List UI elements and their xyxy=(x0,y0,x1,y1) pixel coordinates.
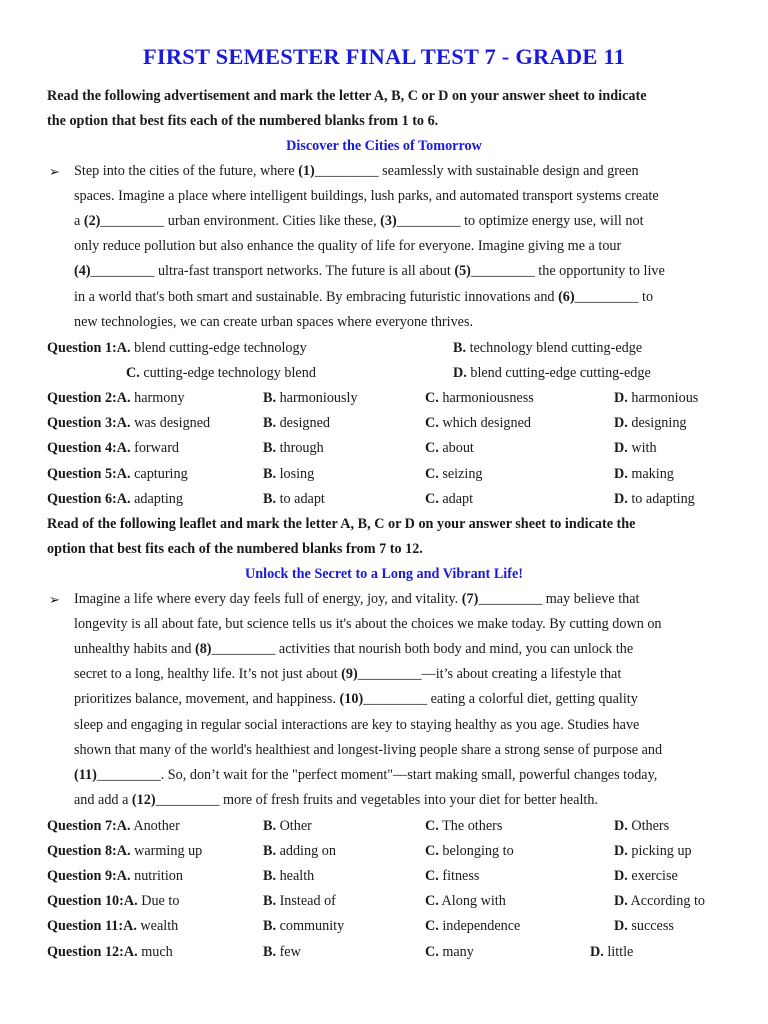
option-c[interactable] xyxy=(425,818,502,835)
option-b[interactable] xyxy=(263,893,336,910)
bullet-arrow-icon: ➢ xyxy=(49,164,60,179)
option-letter: D. xyxy=(590,943,604,960)
option-text: much xyxy=(137,943,173,960)
passage-line xyxy=(74,314,473,331)
option-text: Along with xyxy=(438,893,506,910)
passage-text: _________—it’s about creating a lifestyle that xyxy=(357,666,622,683)
passage-line xyxy=(74,792,598,809)
option-letter: D. xyxy=(614,415,628,432)
question-number: Question 7: xyxy=(47,818,117,834)
passage-text: longevity is all about fate, but science tells us it's about the choices we make today. By cutting down on xyxy=(74,616,662,633)
passage-text: only reduce pollution but also enhance the quality of life for everyone. Imagine giving me a tour xyxy=(74,238,622,255)
option-d[interactable] xyxy=(453,365,651,382)
option-letter: D. xyxy=(614,440,628,457)
section2-instruction-line-1: Read of the following leaflet and mark the letter A, B, C or D on your answer sheet to indicate the xyxy=(47,516,636,532)
option-text: capturing xyxy=(130,465,188,482)
option-c[interactable] xyxy=(425,415,531,432)
passage-line xyxy=(74,188,659,205)
question-number: Question 9: xyxy=(47,868,117,885)
option-text: success xyxy=(627,918,674,935)
question-number: Question 10: xyxy=(47,893,124,910)
option-letter: A. xyxy=(123,918,137,935)
blank-number: (2) xyxy=(83,213,101,230)
option-letter: D. xyxy=(614,390,628,407)
option-letter: C. xyxy=(425,490,439,507)
option-text: warming up xyxy=(130,843,203,860)
section2-instruction-line-2: option that best fits each of the numbered blanks from 7 to 12. xyxy=(47,541,423,557)
passage-text: _________ ultra-fast transport networks. The future is all about xyxy=(90,263,455,280)
option-letter: B. xyxy=(263,943,277,960)
option-letter: B. xyxy=(263,893,277,910)
blank-number: (9) xyxy=(341,666,358,683)
option-text: through xyxy=(276,440,324,457)
option-text: designing xyxy=(627,415,687,432)
question-label-option-a[interactable] xyxy=(47,818,180,835)
option-letter: B. xyxy=(263,440,277,457)
option-c[interactable] xyxy=(425,868,479,885)
passage-text: _________ eating a colorful diet, getting quality xyxy=(363,691,638,708)
option-letter: A. xyxy=(116,340,131,356)
blank-number: (1) xyxy=(298,163,315,179)
question-label-option-a[interactable] xyxy=(47,440,179,457)
blank-number: (5) xyxy=(454,263,471,280)
option-letter: C. xyxy=(425,465,439,482)
question-number: Question 12: xyxy=(47,943,124,960)
option-letter: A. xyxy=(116,818,131,834)
option-letter: A. xyxy=(116,415,131,432)
passage-line xyxy=(74,238,621,255)
option-text: cutting-edge technology blend xyxy=(139,365,316,382)
option-letter: B. xyxy=(263,843,277,860)
option-text: adapting xyxy=(130,490,183,507)
option-d[interactable] xyxy=(614,818,669,835)
option-letter: C. xyxy=(425,918,439,935)
option-b[interactable] xyxy=(263,390,358,407)
option-text: harmoniousness xyxy=(438,390,534,407)
option-text: According to xyxy=(627,893,706,910)
option-letter: A. xyxy=(116,390,131,407)
option-d[interactable] xyxy=(614,868,678,885)
option-text: to adapt xyxy=(276,490,325,507)
option-text: making xyxy=(627,465,674,482)
option-c[interactable] xyxy=(425,440,474,457)
option-c[interactable] xyxy=(425,918,520,935)
option-c[interactable] xyxy=(425,893,506,910)
option-letter: B. xyxy=(263,415,277,432)
option-text: blend cutting-edge technology xyxy=(130,340,307,356)
blank-number: (4) xyxy=(74,263,91,280)
option-letter: D. xyxy=(614,868,628,885)
option-d[interactable] xyxy=(614,466,674,483)
passage-text: _________ may believe that xyxy=(478,591,640,607)
blank-number: (11) xyxy=(74,766,97,783)
passage-text: _________ urban environment. Cities like these, xyxy=(100,213,381,230)
option-text: belonging to xyxy=(438,843,514,860)
blank-number: (8) xyxy=(194,641,212,658)
option-b[interactable] xyxy=(263,415,330,432)
option-d[interactable] xyxy=(614,893,705,910)
option-letter: C. xyxy=(425,943,439,960)
option-letter: C. xyxy=(425,440,439,457)
page-title: FIRST SEMESTER FINAL TEST 7 - GRADE 11 xyxy=(142,44,626,69)
option-letter: A. xyxy=(123,943,138,960)
passage-text: sleep and engaging in regular social interactions are key to staying healthy as you age. Studies have xyxy=(74,716,640,733)
passage-text: spaces. Imagine a place where intelligent buildings, lush parks, and automated transport systems create xyxy=(74,188,659,205)
option-b[interactable] xyxy=(263,944,301,961)
question-number: Question 1: xyxy=(47,340,117,356)
option-letter: B. xyxy=(453,340,467,356)
option-letter: A. xyxy=(116,868,131,885)
passage-line xyxy=(74,717,639,734)
option-text: exercise xyxy=(627,868,678,885)
passage-text: and add a xyxy=(74,791,132,808)
question-number: Question 5: xyxy=(47,465,117,482)
option-text: wealth xyxy=(136,918,179,935)
option-text: harmoniously xyxy=(276,390,358,407)
passage-text: in a world that's both smart and sustainable. By embracing futuristic innovations and xyxy=(74,288,559,305)
option-b[interactable] xyxy=(263,918,344,935)
question-label-option-a[interactable] xyxy=(47,466,188,483)
option-text: independence xyxy=(438,918,521,935)
passage-line xyxy=(74,591,639,608)
question-label-option-a[interactable] xyxy=(47,415,210,432)
option-text: adapt xyxy=(438,490,474,507)
option-text: forward xyxy=(130,440,180,457)
option-letter: A. xyxy=(123,893,138,910)
option-d[interactable] xyxy=(614,491,695,508)
option-d[interactable] xyxy=(614,440,657,457)
option-text: with xyxy=(627,440,657,457)
option-c[interactable] xyxy=(126,365,316,382)
option-letter: D. xyxy=(614,893,628,910)
passage-text: unhealthy habits and xyxy=(74,641,195,658)
option-c[interactable] xyxy=(425,466,483,483)
option-letter: A. xyxy=(116,490,131,507)
option-b[interactable] xyxy=(263,466,314,483)
option-b[interactable] xyxy=(263,491,325,508)
section2-heading: Unlock the Secret to a Long and Vibrant Life! xyxy=(245,566,523,582)
option-b[interactable] xyxy=(263,818,312,835)
passage-line xyxy=(74,691,638,708)
question-label-option-a[interactable] xyxy=(47,918,178,935)
section1-instruction-line-1: Read the following advertisement and mark the letter A, B, C or D on your answer sheet to indicate xyxy=(47,88,647,104)
option-b[interactable] xyxy=(263,843,336,860)
option-text: Instead of xyxy=(276,893,336,910)
question-number: Question 2: xyxy=(47,390,117,407)
option-letter: D. xyxy=(453,365,467,382)
option-text: little xyxy=(603,943,634,960)
option-d[interactable] xyxy=(590,944,633,961)
option-letter: C. xyxy=(425,818,439,834)
option-d[interactable] xyxy=(614,918,674,935)
passage-text: new technologies, we can create urban spaces where everyone thrives. xyxy=(74,313,474,330)
option-letter: B. xyxy=(263,868,277,885)
passage-text: Imagine a life where every day feels full of energy, joy, and vitality. xyxy=(74,591,462,607)
passage-text: a xyxy=(74,213,84,230)
option-b[interactable] xyxy=(263,868,314,885)
passage-line xyxy=(74,213,644,230)
option-letter: D. xyxy=(614,490,628,507)
question-label-option-a[interactable] xyxy=(47,340,307,357)
option-d[interactable] xyxy=(614,390,698,407)
bullet-arrow-icon: ➢ xyxy=(49,592,60,607)
question-label-option-a[interactable] xyxy=(47,843,202,860)
option-letter: B. xyxy=(263,490,277,507)
option-text: harmony xyxy=(130,390,185,407)
option-text: health xyxy=(276,868,315,885)
passage-text: secret to a long, healthy life. It’s not just about xyxy=(74,666,342,683)
option-letter: D. xyxy=(614,843,628,860)
option-d[interactable] xyxy=(614,843,692,860)
option-text: Another xyxy=(130,818,180,834)
option-letter: A. xyxy=(116,465,131,482)
option-text: Due to xyxy=(137,893,180,910)
option-letter: B. xyxy=(263,465,277,482)
option-letter: D. xyxy=(614,465,628,482)
option-letter: D. xyxy=(614,918,628,935)
passage-text: _________. So, don’t wait for the "perfect moment"—start making small, powerful changes today, xyxy=(96,766,658,783)
section1-heading: Discover the Cities of Tomorrow xyxy=(286,138,482,154)
option-text: community xyxy=(276,918,345,935)
option-text: about xyxy=(438,440,474,457)
passage-text: _________ activities that nourish both body and mind, you can unlock the xyxy=(211,641,634,658)
question-label-option-a[interactable] xyxy=(47,491,183,508)
passage-line xyxy=(74,641,633,658)
option-letter: D. xyxy=(614,818,628,834)
passage-text: shown that many of the world's healthiest and longest-living people share a strong sense of purpose and xyxy=(74,741,663,758)
passage-line xyxy=(74,666,621,683)
option-text: harmonious xyxy=(627,390,699,407)
option-c[interactable] xyxy=(425,944,474,961)
option-letter: C. xyxy=(425,868,439,885)
blank-number: (12) xyxy=(131,791,156,808)
question-label-option-a[interactable] xyxy=(47,893,179,910)
passage-text: Step into the cities of the future, where xyxy=(74,163,299,179)
passage-text: _________ more of fresh fruits and vegetables into your diet for better health. xyxy=(155,791,599,808)
option-text: designed xyxy=(276,415,330,432)
question-label-option-a[interactable] xyxy=(47,868,183,885)
option-text: Others xyxy=(627,818,670,834)
question-number: Question 6: xyxy=(47,490,117,507)
option-letter: C. xyxy=(425,390,439,407)
option-text: many xyxy=(438,943,474,960)
question-number: Question 8: xyxy=(47,843,117,860)
passage-line xyxy=(74,742,662,759)
passage-line xyxy=(74,163,639,180)
blank-number: (10) xyxy=(339,691,364,708)
option-b[interactable] xyxy=(453,340,642,357)
section1-instruction-line-2: the option that best fits each of the numbered blanks from 1 to 6. xyxy=(47,113,439,129)
passage-line xyxy=(74,289,653,306)
blank-number: (7) xyxy=(461,591,479,607)
option-text: The others xyxy=(438,818,503,834)
option-text: nutrition xyxy=(130,868,183,885)
passage-text: prioritizes balance, movement, and happiness. xyxy=(74,691,340,708)
question-label-option-a[interactable] xyxy=(47,944,173,961)
question-label-option-a[interactable] xyxy=(47,390,185,407)
option-text: adding on xyxy=(276,843,336,860)
blank-number: (3) xyxy=(380,213,397,230)
option-text: fitness xyxy=(438,868,480,885)
option-c[interactable] xyxy=(425,390,534,407)
option-letter: C. xyxy=(425,843,439,860)
question-number: Question 4: xyxy=(47,440,117,457)
option-text: technology blend cutting-edge xyxy=(466,340,643,356)
option-text: which designed xyxy=(438,415,531,432)
option-text: was designed xyxy=(130,415,211,432)
passage-line xyxy=(74,263,665,280)
passage-line xyxy=(74,767,657,784)
option-text: losing xyxy=(276,465,315,482)
option-letter: C. xyxy=(425,415,439,432)
option-letter: B. xyxy=(263,390,277,407)
option-text: Other xyxy=(276,818,312,834)
option-text: to adapting xyxy=(627,490,695,507)
option-letter: B. xyxy=(263,918,277,935)
option-b[interactable] xyxy=(263,440,324,457)
option-d[interactable] xyxy=(614,415,687,432)
option-text: blend cutting-edge cutting-edge xyxy=(466,365,651,382)
option-text: seizing xyxy=(438,465,483,482)
option-letter: B. xyxy=(263,818,277,834)
option-c[interactable] xyxy=(425,491,473,508)
option-letter: C. xyxy=(425,893,439,910)
option-text: picking up xyxy=(627,843,692,860)
passage-line xyxy=(74,616,662,633)
passage-text: _________ seamlessly with sustainable design and green xyxy=(314,163,639,179)
passage-text: _________ to optimize energy use, will not xyxy=(396,213,644,230)
option-letter: A. xyxy=(116,440,131,457)
option-c[interactable] xyxy=(425,843,514,860)
blank-number: (6) xyxy=(558,288,575,305)
question-number: Question 3: xyxy=(47,415,117,432)
option-text: few xyxy=(276,943,301,960)
passage-text: _________ to xyxy=(574,288,654,305)
option-letter: A. xyxy=(116,843,131,860)
question-number: Question 11: xyxy=(47,918,124,935)
passage-text: _________ the opportunity to live xyxy=(470,263,665,280)
option-letter: C. xyxy=(126,365,140,382)
